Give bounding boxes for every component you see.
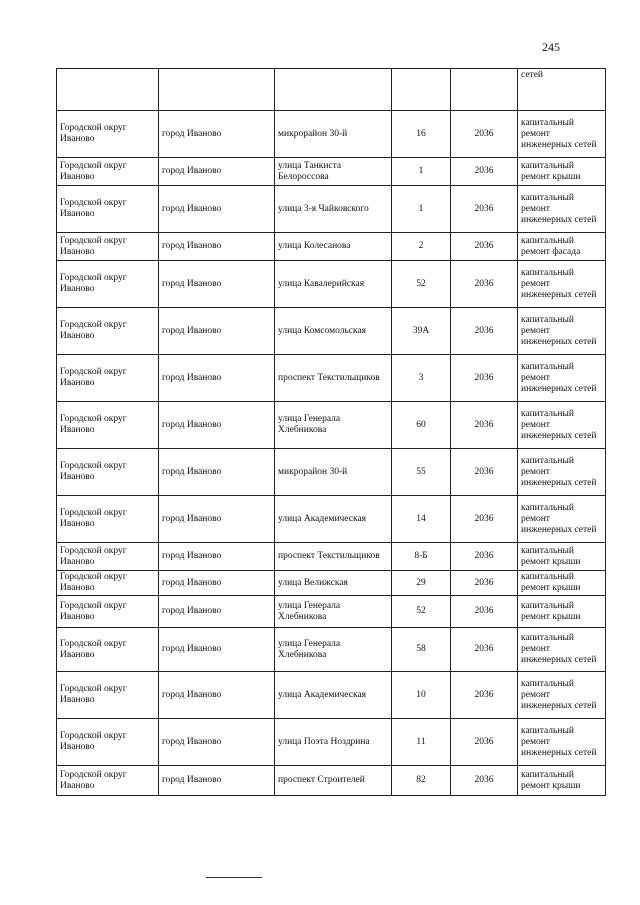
cell-year: 2036: [451, 261, 518, 308]
cell-street: улица Кавалерийская: [275, 261, 392, 308]
cell-street: улица Колесанова: [275, 233, 392, 261]
cell-city: город Иваново: [159, 766, 275, 796]
table-row: [57, 719, 606, 766]
cell-house: 2: [392, 233, 451, 261]
table-row: [57, 261, 606, 308]
cell-municipality: Городской округ Иваново: [57, 233, 159, 261]
table-row: [57, 402, 606, 449]
cell-municipality: Городской округ Иваново: [57, 308, 159, 355]
table-row: [57, 186, 606, 233]
cell-house: 14: [392, 496, 451, 543]
cell-city: город Иваново: [159, 261, 275, 308]
cell-work: капитальный ремонт крыши: [518, 571, 606, 596]
cell-city: город Иваново: [159, 111, 275, 158]
cell-year: [451, 69, 518, 111]
cell-year: 2036: [451, 496, 518, 543]
cell-city: город Иваново: [159, 233, 275, 261]
cell-street: улица Генерала Хлебникова: [275, 596, 392, 628]
cell-municipality: Городской округ Иваново: [57, 766, 159, 796]
cell-municipality: Городской округ Иваново: [57, 449, 159, 496]
table-row: [57, 355, 606, 402]
cell-house: 52: [392, 596, 451, 628]
cell-municipality: Городской округ Иваново: [57, 158, 159, 186]
table-row: [57, 308, 606, 355]
continuation-row: [57, 69, 606, 111]
cell-house: 10: [392, 672, 451, 719]
cell-street: проспект Строителей: [275, 766, 392, 796]
cell-street: проспект Текстильщиков: [275, 543, 392, 571]
table-row: [57, 496, 606, 543]
table-row: [57, 766, 606, 796]
cell-year: 2036: [451, 233, 518, 261]
cell-municipality: Городской округ Иваново: [57, 628, 159, 672]
cell-city: город Иваново: [159, 355, 275, 402]
cell-municipality: Городской округ Иваново: [57, 186, 159, 233]
cell-house: 8-Б: [392, 543, 451, 571]
cell-work: сетей: [518, 69, 606, 111]
cell-city: город Иваново: [159, 158, 275, 186]
cell-work: капитальный ремонт инженерных сетей: [518, 402, 606, 449]
cell-work: капитальный ремонт инженерных сетей: [518, 719, 606, 766]
cell-municipality: Городской округ Иваново: [57, 543, 159, 571]
cell-house: 3: [392, 355, 451, 402]
cell-work: капитальный ремонт инженерных сетей: [518, 261, 606, 308]
cell-municipality: Городской округ Иваново: [57, 719, 159, 766]
table-row: [57, 449, 606, 496]
cell-municipality: Городской округ Иваново: [57, 355, 159, 402]
cell-work: капитальный ремонт инженерных сетей: [518, 672, 606, 719]
cell-house: 55: [392, 449, 451, 496]
cell-city: город Иваново: [159, 571, 275, 596]
cell-street: улица Генерала Хлебникова: [275, 628, 392, 672]
table-row: [57, 543, 606, 571]
cell-street: улица Поэта Ноздрина: [275, 719, 392, 766]
cell-city: город Иваново: [159, 496, 275, 543]
cell-municipality: Городской округ Иваново: [57, 672, 159, 719]
cell-municipality: Городской округ Иваново: [57, 111, 159, 158]
cell-year: 2036: [451, 449, 518, 496]
cell-city: город Иваново: [159, 308, 275, 355]
cell-year: 2036: [451, 186, 518, 233]
cell-city: город Иваново: [159, 543, 275, 571]
cell-work: капитальный ремонт инженерных сетей: [518, 186, 606, 233]
cell-street: улица Генерала Хлебникова: [275, 402, 392, 449]
cell-year: 2036: [451, 402, 518, 449]
cell-year: 2036: [451, 596, 518, 628]
cell-year: 2036: [451, 543, 518, 571]
cell-house: 29: [392, 571, 451, 596]
cell-work: капитальный ремонт инженерных сетей: [518, 355, 606, 402]
cell-street: улица Академическая: [275, 672, 392, 719]
cell-street: улица Комсомольская: [275, 308, 392, 355]
cell-municipality: Городской округ Иваново: [57, 571, 159, 596]
table-row: [57, 158, 606, 186]
cell-city: город Иваново: [159, 719, 275, 766]
cell-work: капитальный ремонт инженерных сетей: [518, 308, 606, 355]
cell-year: 2036: [451, 355, 518, 402]
cell-street: улица Танкиста Белороссова: [275, 158, 392, 186]
cell-house: 52: [392, 261, 451, 308]
cell-municipality: Городской округ Иваново: [57, 261, 159, 308]
cell-work: капитальный ремонт инженерных сетей: [518, 628, 606, 672]
cell-city: город Иваново: [159, 628, 275, 672]
cell-work: капитальный ремонт крыши: [518, 543, 606, 571]
cell-city: город Иваново: [159, 672, 275, 719]
cell-street: улица Велижская: [275, 571, 392, 596]
cell-city: [159, 69, 275, 111]
table-row: [57, 596, 606, 628]
cell-street: [275, 69, 392, 111]
cell-street: улица 3-я Чайковского: [275, 186, 392, 233]
table-body: [57, 69, 606, 796]
cell-city: город Иваново: [159, 186, 275, 233]
cell-house: 11: [392, 719, 451, 766]
cell-house: 39А: [392, 308, 451, 355]
table-row: [57, 233, 606, 261]
footer-divider: [206, 877, 262, 878]
cell-work: капитальный ремонт инженерных сетей: [518, 449, 606, 496]
cell-year: 2036: [451, 111, 518, 158]
cell-year: 2036: [451, 158, 518, 186]
cell-street: проспект Текстильщиков: [275, 355, 392, 402]
table-row: [57, 672, 606, 719]
cell-work: капитальный ремонт крыши: [518, 766, 606, 796]
cell-year: 2036: [451, 628, 518, 672]
cell-work: капитальный ремонт крыши: [518, 158, 606, 186]
cell-year: 2036: [451, 672, 518, 719]
cell-street: микрорайон 30-й: [275, 449, 392, 496]
cell-house: 60: [392, 402, 451, 449]
page-number: 245: [542, 40, 560, 54]
cell-city: город Иваново: [159, 402, 275, 449]
cell-year: 2036: [451, 766, 518, 796]
cell-year: 2036: [451, 719, 518, 766]
cell-house: 1: [392, 158, 451, 186]
cell-municipality: Городской округ Иваново: [57, 496, 159, 543]
cell-year: 2036: [451, 308, 518, 355]
cell-year: 2036: [451, 571, 518, 596]
cell-street: микрорайон 30-й: [275, 111, 392, 158]
cell-municipality: [57, 69, 159, 111]
table-row: [57, 571, 606, 596]
table-row: [57, 628, 606, 672]
cell-house: 1: [392, 186, 451, 233]
cell-house: 58: [392, 628, 451, 672]
cell-work: капитальный ремонт крыши: [518, 596, 606, 628]
cell-house: [392, 69, 451, 111]
cell-work: капитальный ремонт инженерных сетей: [518, 111, 606, 158]
cell-work: капитальный ремонт фасада: [518, 233, 606, 261]
cell-city: город Иваново: [159, 596, 275, 628]
cell-house: 16: [392, 111, 451, 158]
cell-city: город Иваново: [159, 449, 275, 496]
cell-municipality: Городской округ Иваново: [57, 402, 159, 449]
cell-house: 82: [392, 766, 451, 796]
table-row: [57, 111, 606, 158]
cell-street: улица Академическая: [275, 496, 392, 543]
cell-municipality: Городской округ Иваново: [57, 596, 159, 628]
cell-work: капитальный ремонт инженерных сетей: [518, 496, 606, 543]
repair-registry-table: [56, 68, 606, 796]
